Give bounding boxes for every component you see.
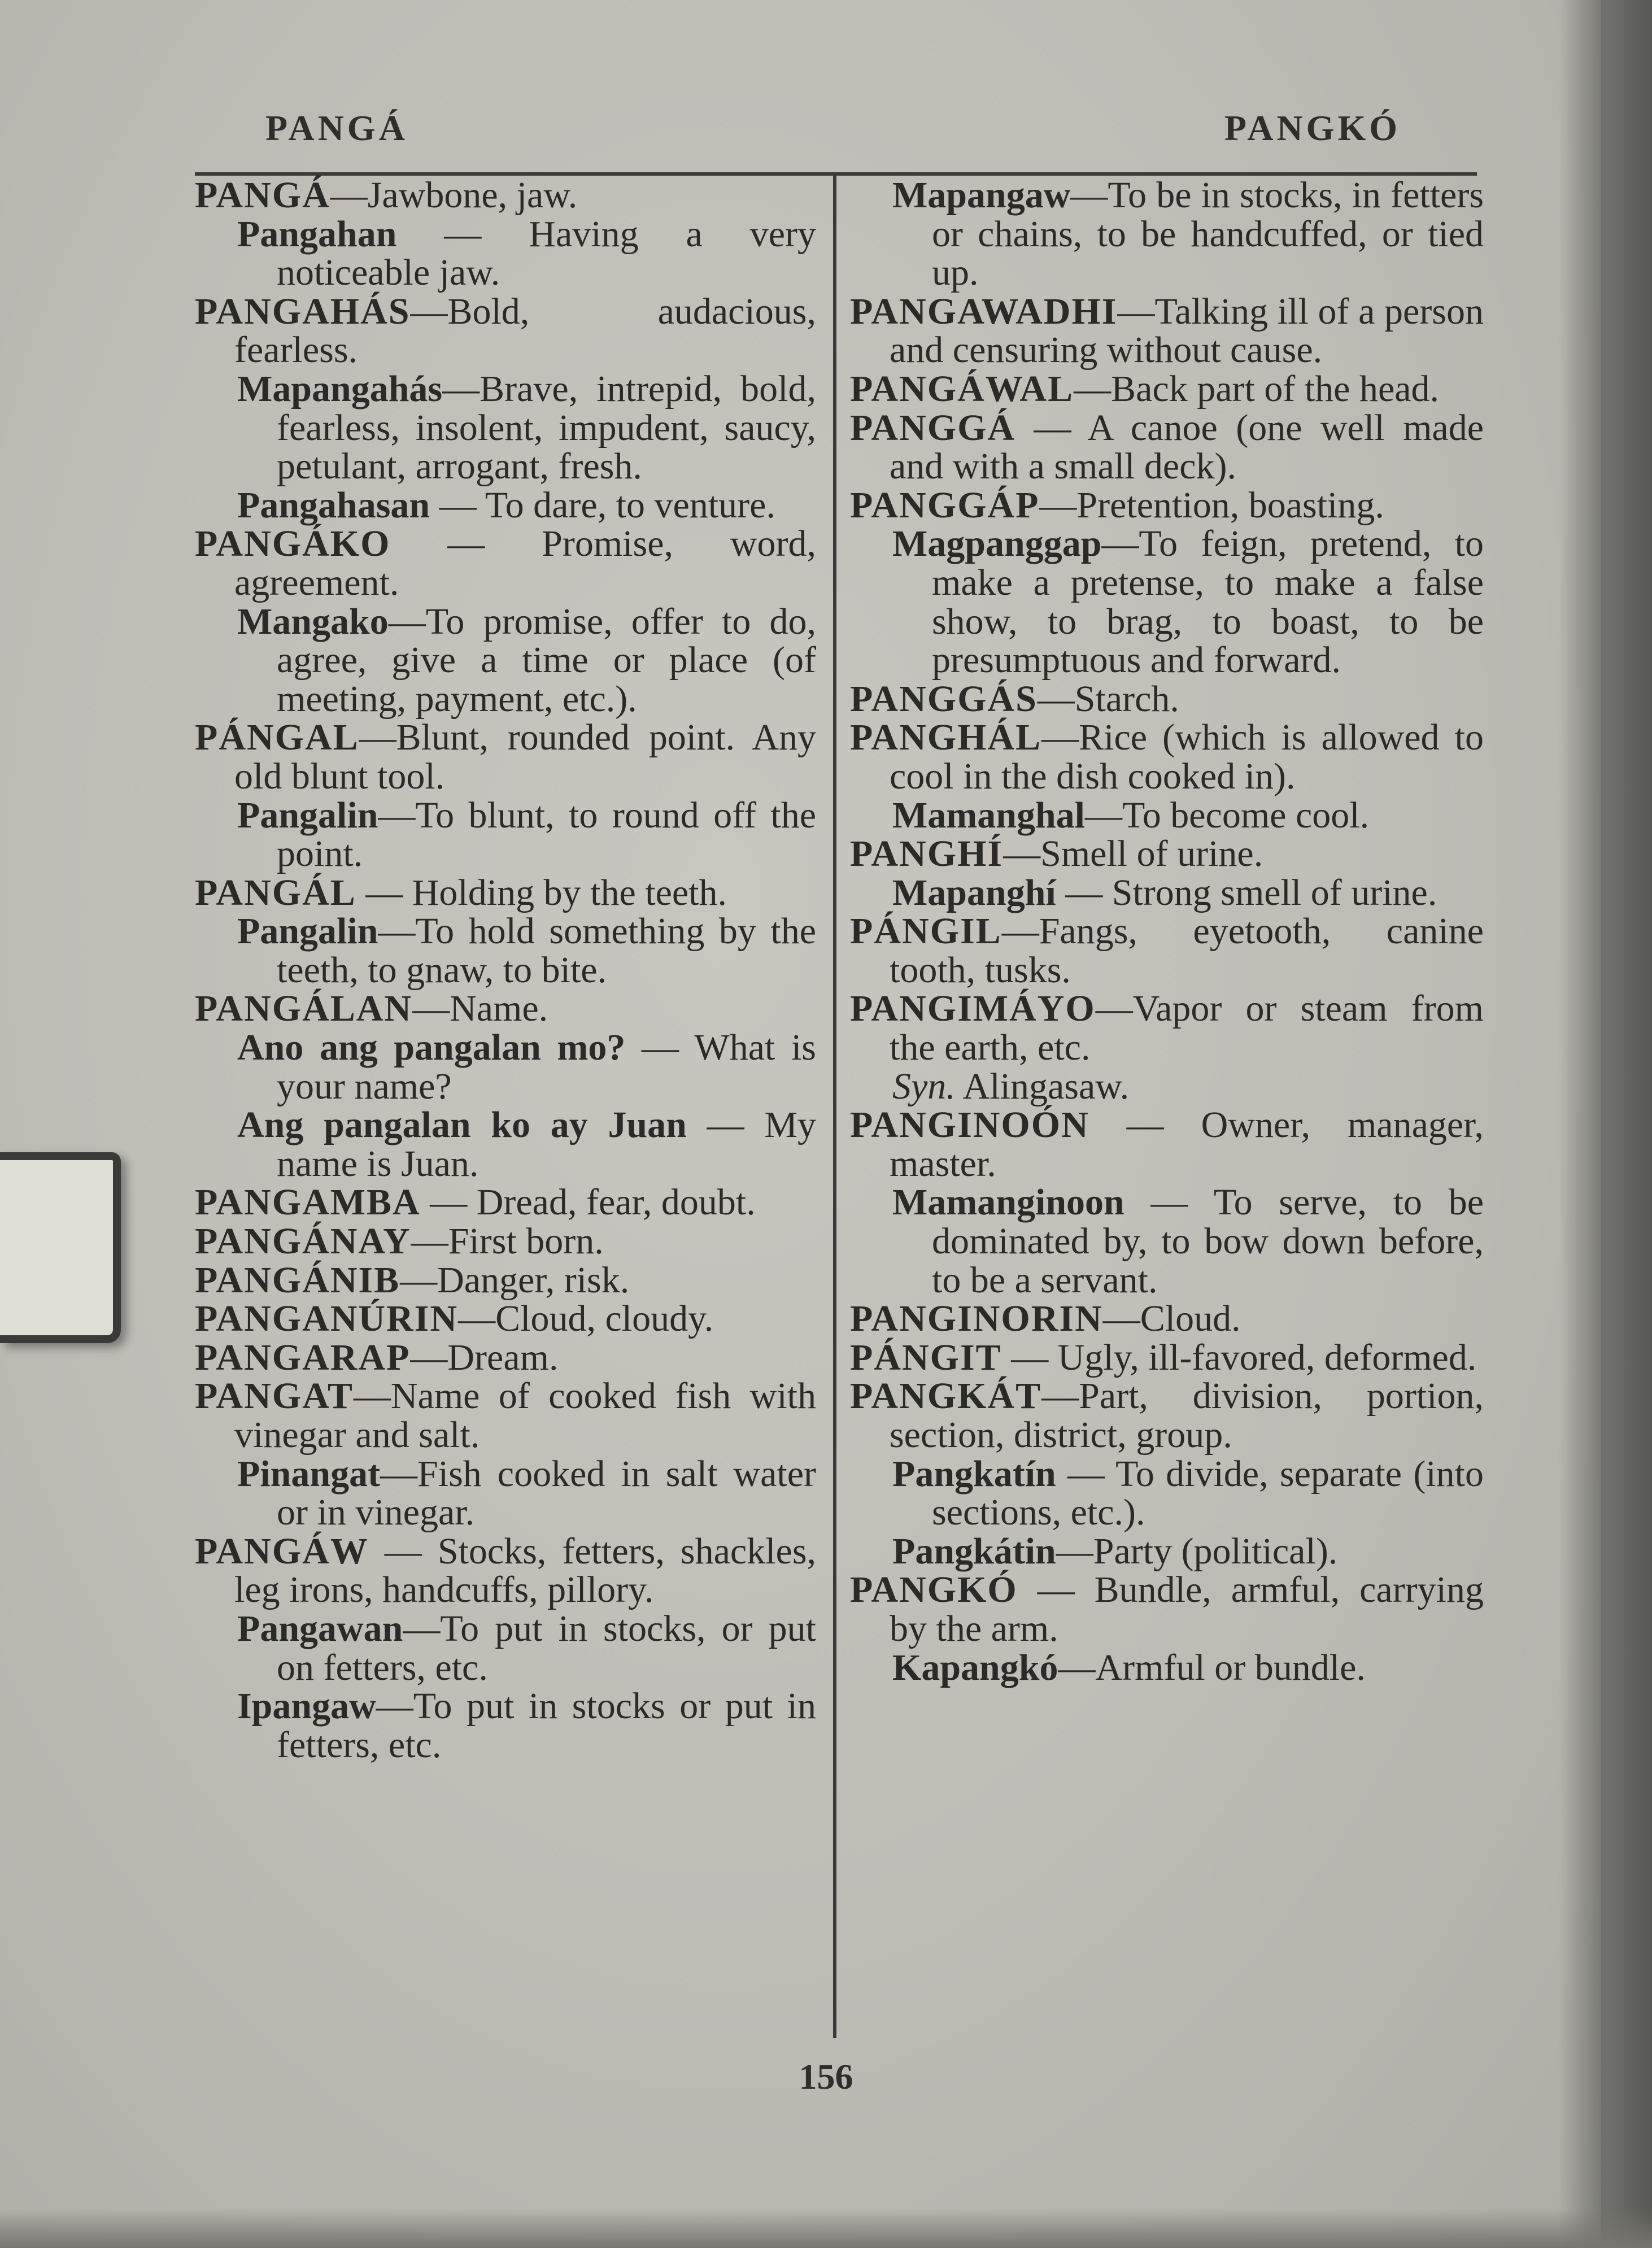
sub-entry bbox=[195, 215, 816, 293]
page-number: 156 bbox=[799, 2057, 853, 2097]
definition: — A canoe (one well made and with a small deck). bbox=[890, 407, 1484, 487]
definition: — Ugly, ill-favored, deformed. bbox=[1001, 1336, 1477, 1378]
dictionary-entry bbox=[195, 176, 816, 215]
definition: —To put in stocks, or put on fetters, etc. bbox=[277, 1607, 816, 1688]
subword: Ano ang pangalan mo? bbox=[237, 1027, 626, 1069]
definition: — Owner, manager, master. bbox=[890, 1104, 1484, 1184]
definition: —Name. bbox=[412, 988, 548, 1030]
definition: —Jawbone, jaw. bbox=[330, 175, 578, 216]
dictionary-entry bbox=[850, 680, 1484, 719]
definition: —Brave, intrepid, bold, fearless, insolent, impudent, saucy, petulant, arrogant, fresh. bbox=[277, 368, 816, 487]
sub-entry bbox=[850, 796, 1484, 835]
dictionary-entry bbox=[195, 525, 816, 602]
definition: —Pretention, boasting. bbox=[1039, 484, 1384, 526]
sub-entry bbox=[850, 1065, 1484, 1107]
definition: —Back part of the head. bbox=[1074, 368, 1440, 409]
dictionary-entry bbox=[195, 290, 816, 371]
page-bottom-shadow bbox=[0, 2208, 1652, 2248]
subword: Mapanghí bbox=[892, 872, 1056, 913]
right-column bbox=[850, 176, 1484, 1687]
headword: PANGAHÁS bbox=[195, 290, 411, 332]
definition: —To become cool. bbox=[1085, 794, 1370, 836]
definition: —Fangs, eyetooth, canine tooth, tusks. bbox=[890, 910, 1484, 991]
headword: PANGKÓ bbox=[850, 1569, 1018, 1611]
definition: — Dread, fear, doubt. bbox=[420, 1182, 756, 1223]
definition: Alingasaw. bbox=[955, 1065, 1130, 1107]
synonym-label: Syn. bbox=[892, 1065, 956, 1107]
subword: Mamanginoon bbox=[892, 1182, 1124, 1223]
headword: PÁNGIT bbox=[850, 1336, 1002, 1378]
definition: — Stocks, fetters, shackles, leg irons, handcuffs, pillory. bbox=[234, 1530, 816, 1611]
headword: PANGHÁL bbox=[850, 717, 1042, 759]
subword: Pangalin bbox=[237, 910, 378, 952]
dictionary-entry bbox=[850, 990, 1484, 1067]
dictionary-entry bbox=[195, 718, 816, 796]
headword: PANGAWADHI bbox=[850, 290, 1118, 332]
headword: PANGANÚRIN bbox=[195, 1298, 459, 1340]
definition: —Danger, risk. bbox=[400, 1259, 630, 1301]
definition: — Promise, word, agreement. bbox=[234, 523, 816, 603]
headword: PANGIMÁYO bbox=[850, 988, 1096, 1030]
subword: Ipangaw bbox=[237, 1685, 376, 1727]
definition: —To be in stocks, in fetters or chains, to be handcuffed, or tied up. bbox=[932, 175, 1484, 294]
dictionary-entry bbox=[195, 1377, 816, 1454]
definition: —Cloud. bbox=[1102, 1298, 1241, 1340]
headword: PANGGÁS bbox=[850, 678, 1038, 720]
headword: PANGINORIN bbox=[850, 1298, 1103, 1340]
sub-entry bbox=[850, 1532, 1484, 1571]
dictionary-entry bbox=[850, 290, 1484, 371]
subword: Kapangkó bbox=[892, 1646, 1058, 1688]
subword: Pinangat bbox=[237, 1453, 381, 1495]
sub-entry bbox=[850, 874, 1484, 913]
sub-entry bbox=[195, 1106, 816, 1183]
subword: Pangawan bbox=[237, 1607, 403, 1649]
dictionary-entry bbox=[195, 990, 816, 1029]
left-column bbox=[195, 176, 816, 1765]
definition: —To feign, pretend, to make a pretense, to make a false show, to brag, to boast, to be presumptuous and forward. bbox=[932, 523, 1484, 681]
headword: PÁNGAL bbox=[195, 717, 359, 759]
definition: —Blunt, rounded point. Any old blunt tool. bbox=[234, 717, 816, 797]
dictionary-entry bbox=[195, 1300, 816, 1339]
headword: PANGAT bbox=[195, 1375, 354, 1417]
dictionary-entry bbox=[195, 1222, 816, 1261]
headword: PANGGÁ bbox=[850, 407, 1016, 448]
definition: —Rice (which is allowed to cool in the dish cooked in). bbox=[890, 717, 1484, 797]
subword: Pangkatín bbox=[892, 1453, 1056, 1495]
definition: — My name is Juan. bbox=[277, 1104, 816, 1184]
definition: —Dream. bbox=[410, 1336, 559, 1378]
headword: PANGINOÓN bbox=[850, 1104, 1089, 1146]
definition: — Having a very noticeable jaw. bbox=[277, 213, 816, 294]
definition: — To serve, to be dominated by, to bow down before, to be a servant. bbox=[932, 1182, 1484, 1301]
headword: PANGÁNAY bbox=[195, 1221, 411, 1262]
definition: —Part, division, portion, section, district, group. bbox=[890, 1375, 1484, 1456]
headword: PANGÁL bbox=[195, 872, 356, 913]
definition: —Cloud, cloudy. bbox=[458, 1298, 714, 1340]
dictionary-entry bbox=[195, 1532, 816, 1610]
dictionary-entry bbox=[850, 370, 1484, 409]
sub-entry bbox=[850, 525, 1484, 679]
headword: PANGAMBA bbox=[195, 1182, 421, 1223]
dictionary-entry bbox=[850, 835, 1484, 874]
sub-entry bbox=[195, 796, 816, 874]
definition: — Holding by the teeth. bbox=[356, 872, 727, 913]
headword: PANGÁLAN bbox=[195, 988, 413, 1030]
headword: PÁNGIL bbox=[850, 910, 1002, 952]
subword: Mangako bbox=[237, 600, 389, 642]
dictionary-entry bbox=[850, 1571, 1484, 1648]
headword: PANGÁW bbox=[195, 1530, 369, 1572]
definition: —To blunt, to round off the point. bbox=[277, 794, 816, 875]
definition: —Talking ill of a person and censuring without cause. bbox=[890, 290, 1484, 371]
sub-entry bbox=[195, 912, 816, 990]
sub-entry bbox=[850, 1455, 1484, 1532]
definition: — What is your name? bbox=[277, 1027, 816, 1107]
sub-entry bbox=[195, 1607, 816, 1688]
headword: PANGÁWAL bbox=[850, 368, 1074, 409]
definition: — To dare, to venture. bbox=[430, 484, 775, 526]
dictionary-entry bbox=[850, 718, 1484, 796]
definition: —Bold, audacious, fearless. bbox=[234, 290, 816, 371]
sub-entry bbox=[850, 1646, 1484, 1688]
dictionary-entry bbox=[195, 1336, 816, 1378]
headword: PANGHÍ bbox=[850, 833, 1004, 875]
definition: — To divide, separate (into sections, etc.). bbox=[932, 1453, 1484, 1533]
sub-entry bbox=[195, 1687, 816, 1765]
headword: PANGKÁT bbox=[850, 1375, 1042, 1417]
dictionary-entry bbox=[195, 874, 816, 913]
subword: Pangahan bbox=[237, 213, 397, 255]
running-head-left: PANGÁ bbox=[265, 108, 408, 148]
dictionary-entry bbox=[850, 912, 1484, 990]
definition: —To promise, offer to do, agree, give a time or place (of meeting, payment, etc.). bbox=[277, 600, 816, 720]
dictionary-entry bbox=[850, 486, 1484, 525]
subword: Ang pangalan ko ay Juan bbox=[237, 1104, 687, 1146]
dictionary-entry bbox=[850, 409, 1484, 486]
subword: Mamanghal bbox=[892, 794, 1086, 836]
definition: —First born. bbox=[411, 1221, 604, 1262]
definition: —Party (political). bbox=[1056, 1530, 1338, 1572]
headword: PANGGÁP bbox=[850, 484, 1040, 526]
column-divider bbox=[833, 174, 836, 2038]
sub-entry bbox=[195, 1455, 816, 1532]
subword: Mapangaw bbox=[892, 175, 1071, 216]
running-head bbox=[243, 107, 1401, 169]
definition: —Smell of urine. bbox=[1003, 833, 1263, 875]
dictionary-entry bbox=[850, 1377, 1484, 1454]
definition: —Fish cooked in salt water or in vinegar. bbox=[277, 1453, 816, 1533]
subword: Pangalin bbox=[237, 794, 378, 836]
headword: PANGARAP bbox=[195, 1336, 411, 1378]
subword: Pangahasan bbox=[237, 484, 430, 526]
definition: — Strong smell of urine. bbox=[1056, 872, 1437, 913]
sub-entry bbox=[195, 1029, 816, 1106]
sub-entry bbox=[195, 486, 816, 525]
dictionary-entry bbox=[195, 1183, 816, 1222]
definition: —Name of cooked fish with vinegar and salt. bbox=[234, 1375, 816, 1456]
book-spine-shadow bbox=[1559, 0, 1652, 2248]
dictionary-entry bbox=[850, 1300, 1484, 1339]
subword: Magpanggap bbox=[892, 523, 1102, 565]
definition: — Bundle, armful, carrying by the arm. bbox=[890, 1569, 1484, 1649]
definition: —Vapor or steam from the earth, etc. bbox=[890, 988, 1484, 1069]
definition: —Starch. bbox=[1037, 678, 1179, 720]
dictionary-entry bbox=[850, 1336, 1484, 1378]
definition: —To put in stocks or put in fetters, etc. bbox=[277, 1685, 816, 1766]
headword: PANGÁ bbox=[195, 175, 330, 216]
dictionary-entry bbox=[195, 1261, 816, 1300]
subword: Pangkátin bbox=[892, 1530, 1056, 1572]
headword: PANGÁNIB bbox=[195, 1259, 400, 1301]
subword: Mapangahás bbox=[237, 368, 443, 409]
headword: PANGÁKO bbox=[195, 523, 391, 565]
sub-entry bbox=[195, 370, 816, 486]
definition: —To hold something by the teeth, to gnaw, to bite. bbox=[277, 910, 816, 991]
thumb-index-tab bbox=[0, 1152, 121, 1343]
running-head-right: PANGKÓ bbox=[1224, 108, 1401, 148]
sub-entry bbox=[195, 600, 816, 720]
sub-entry bbox=[850, 1183, 1484, 1300]
dictionary-entry bbox=[850, 1106, 1484, 1183]
sub-entry bbox=[850, 176, 1484, 293]
definition: —Armful or bundle. bbox=[1058, 1646, 1366, 1688]
